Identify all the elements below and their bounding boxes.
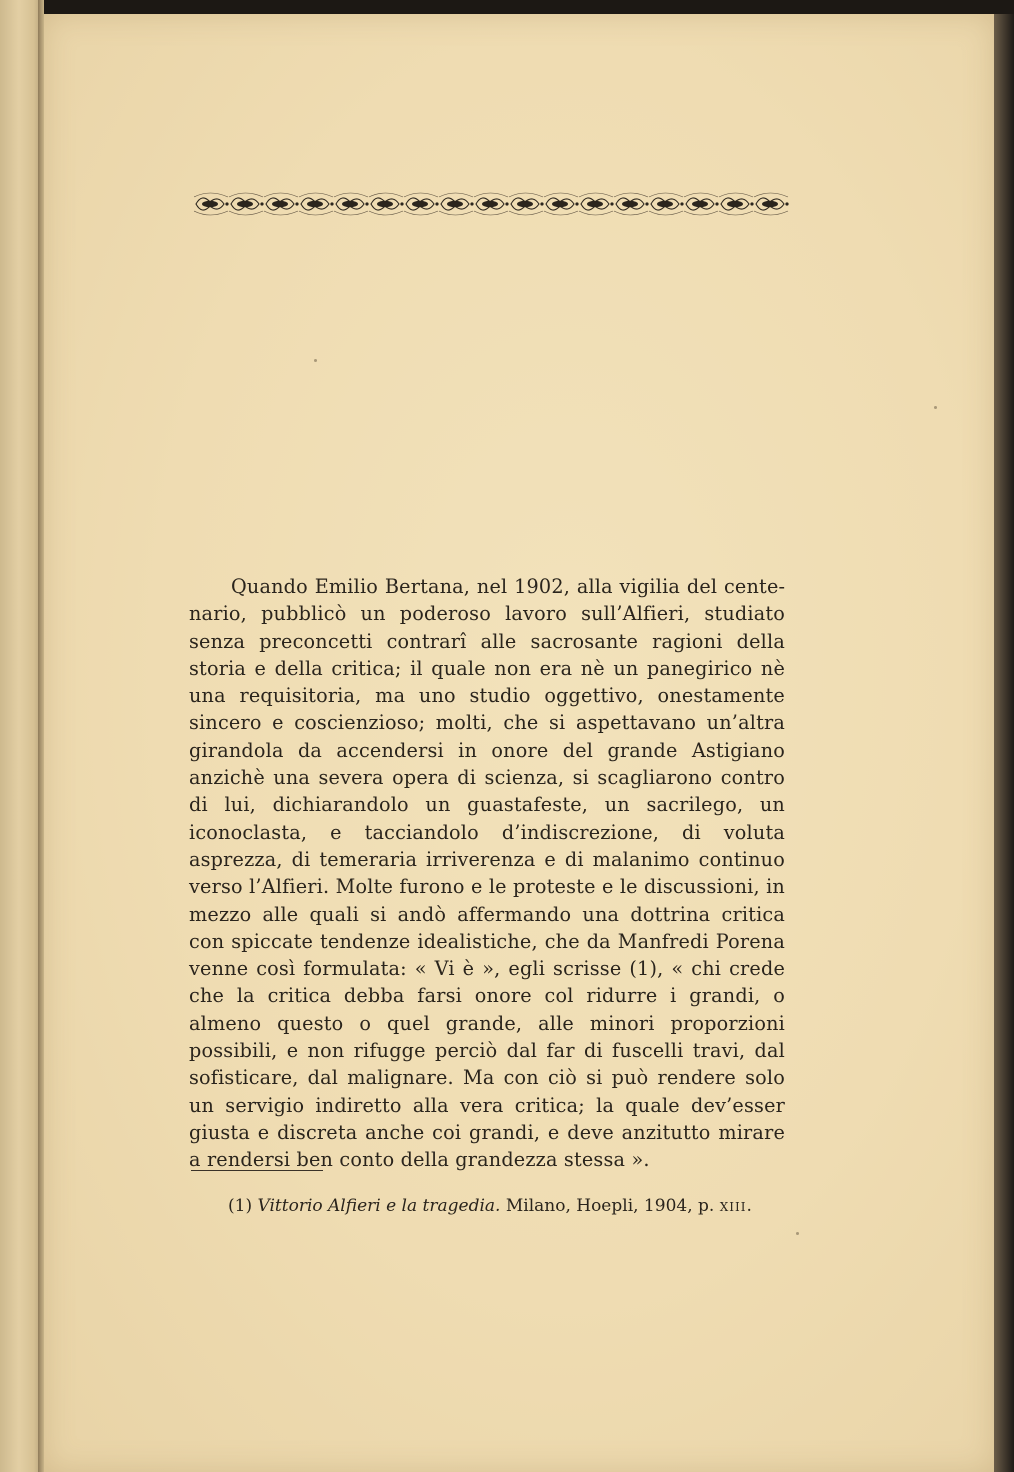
footnote-publisher: Milano, Hoepli, 1904, p. <box>505 1196 715 1216</box>
ornament-chain-icon <box>194 191 790 217</box>
footnote-marker: (1) <box>228 1196 253 1216</box>
footnote-page: xiii. <box>719 1196 753 1216</box>
body-text <box>189 573 785 1174</box>
body-paragraph: Quando Emilio Bertana, nel 1902, alla vigilia del centenario, pubblicò un poderoso lavoro sull’Alfieri, studiato senza preconcetti contrarî alle sacrosante ragioni della storia e della critica; il quale non era nè un panegirico nè una requisitoria, ma uno studio oggettivo, onestamente sincero e coscienzioso; molti, che si aspettavano un’altra girandola da accendersi in onore del grande Astigiano anzichè una severa opera di scienza, si scagliarono contro di lui, dichiarandolo un guastafeste, un sacrilego, un iconoclasta, e tacciandolo d’indiscrezione, di voluta asprezza, di temeraria irriverenza e di malanimo continuo verso l’Alfieri. Molte furono e le proteste e le discussioni, in mezzo alle quali si andò affermando una dottrina critica con spiccate tendenze idealistiche, che da Manfredi Porena venne così formulata: « Vi è », egli scrisse (1), « chi crede che la critica debba farsi onore col ridurre i grandi, o almeno questo o quel grande, alle minori proporzioni possibili, e non rifugge perciò dal far di fuscelli travi, dal sofisticare, dal malignare. Ma con ciò si può rendere solo un servigio indiretto alla vera critica; la quale dev’esser giusta e discreta anche coi grandi, e deve anzitutto mirare a rendersi ben conto della grandezza stessa ». <box>189 575 785 1172</box>
footnote-title: Vittorio Alfieri e la tragedia. <box>257 1196 501 1216</box>
paper-speck <box>796 1232 799 1235</box>
scan-right-edge <box>994 14 1014 1472</box>
scan-top-edge <box>44 0 1014 14</box>
footnote-separator <box>191 1170 323 1171</box>
facing-page-edge <box>0 0 42 1472</box>
paper-speck <box>314 359 317 362</box>
paper-speck <box>934 406 937 409</box>
footnote <box>228 1194 828 1218</box>
